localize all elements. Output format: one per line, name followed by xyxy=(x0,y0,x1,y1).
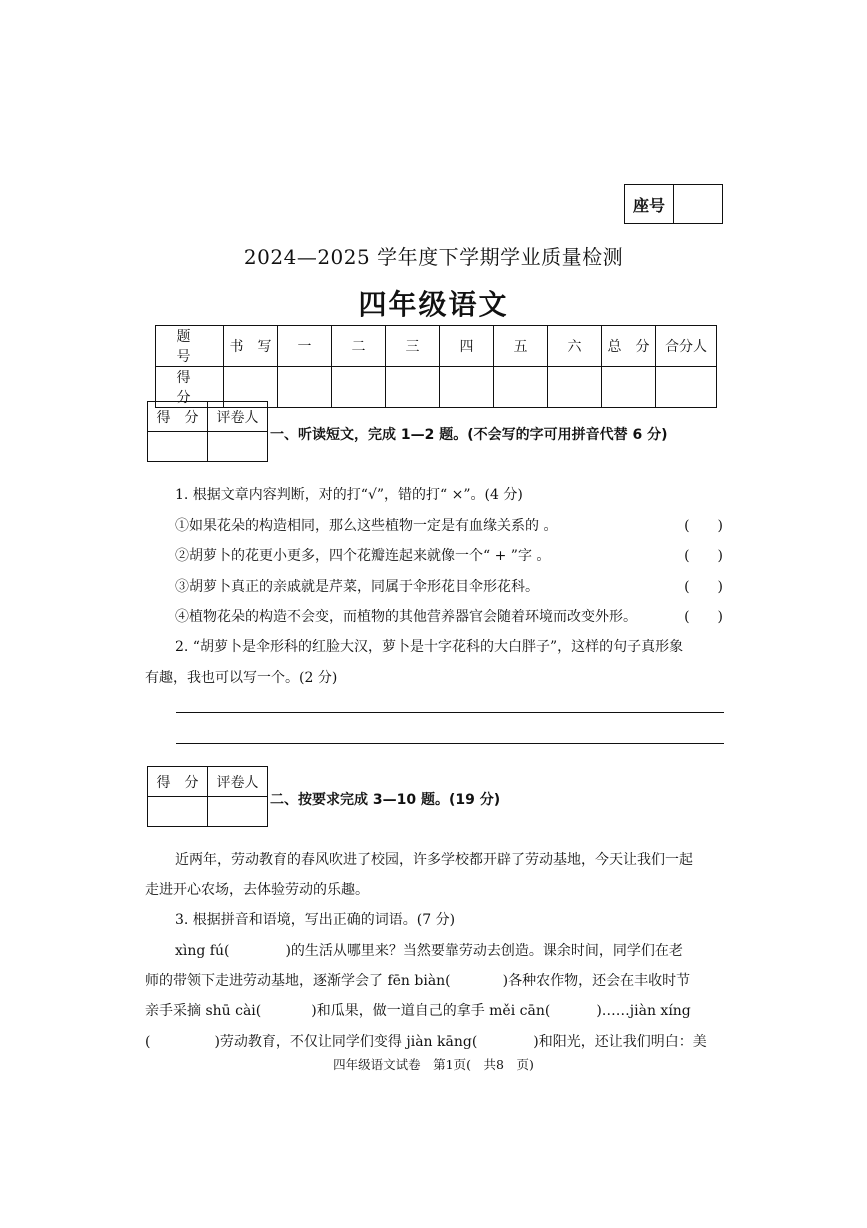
q1-stem: 1. 根据文章内容判断，对的打“√”，错的打“ ×”。(4 分) xyxy=(175,487,523,503)
score-header-cell: 三 xyxy=(386,326,440,367)
q1-answer-paren[interactable]: ( ) xyxy=(684,579,723,595)
section1-grader-box xyxy=(147,401,268,462)
grader-score-field[interactable] xyxy=(148,432,208,462)
score-header-cell: 二 xyxy=(332,326,386,367)
score-header-cell: 合分人 xyxy=(656,326,717,367)
grader-score-label: 得 分 xyxy=(148,402,208,432)
score-cell[interactable] xyxy=(602,367,656,408)
seat-number-field[interactable] xyxy=(674,185,723,224)
q3-text: )各种农作物，还会在丰收时节 xyxy=(502,973,691,989)
exam-subject: 四年级语文 xyxy=(358,288,509,321)
grader-name-field[interactable] xyxy=(208,797,268,827)
grader-score-field[interactable] xyxy=(148,797,208,827)
score-header-cell: 五 xyxy=(494,326,548,367)
section2-intro-line1: 近两年，劳动教育的春风吹进了校园，许多学校都开辟了劳动基地，今天让我们一起 xyxy=(175,852,693,868)
score-header-cell: 书 写 xyxy=(224,326,278,367)
score-cell[interactable] xyxy=(548,367,602,408)
q1-item: ①如果花朵的构造相同，那么这些植物一定是有血缘关系的 。 xyxy=(175,518,558,534)
q3-text: )的生活从哪里来？当然要靠劳动去创造。课余时间，同学们在老 xyxy=(285,943,683,959)
q1-answer-paren[interactable]: ( ) xyxy=(684,609,723,625)
score-header-cell: 四 xyxy=(440,326,494,367)
score-cell[interactable] xyxy=(440,367,494,408)
q1-answer-paren[interactable]: ( ) xyxy=(684,548,723,564)
section2-grader-box xyxy=(147,766,268,827)
score-cell[interactable] xyxy=(386,367,440,408)
q3-line2 xyxy=(145,970,690,990)
score-cell[interactable] xyxy=(278,367,332,408)
grader-score-label: 得 分 xyxy=(148,767,208,797)
q3-text: )劳动教育，不仅让同学们变得 jiàn kāng( xyxy=(214,1034,478,1050)
q3-text: )……jiàn xíng xyxy=(596,1003,691,1019)
q2-answer-line[interactable] xyxy=(176,743,724,744)
q3-text: ( xyxy=(145,1034,151,1050)
seat-number-box xyxy=(624,184,723,224)
q3-line3 xyxy=(145,1000,691,1020)
q3-text: 师的带领下走进劳动基地，逐渐学会了 fēn biàn( xyxy=(145,973,451,989)
q2-stem-line1: 2. “胡萝卜是伞形科的红脸大汉，萝卜是十字花科的大白胖子”，这样的句子真形象 xyxy=(175,639,684,655)
q3-text: xìng fú( xyxy=(175,943,230,959)
grader-name-label: 评卷人 xyxy=(208,402,268,432)
q3-text: )和阳光，还让我们明白：美 xyxy=(533,1034,707,1050)
score-table-header-row xyxy=(156,326,717,367)
q3-line4 xyxy=(145,1031,707,1051)
grader-name-label: 评卷人 xyxy=(208,767,268,797)
score-header-cell: 题 号 xyxy=(156,326,224,367)
q2-stem-line2: 有趣，我也可以写一个。(2 分) xyxy=(145,670,338,686)
page-footer: 四年级语文试卷 第1页( 共8 页) xyxy=(333,1057,534,1072)
q3-stem: 3. 根据拼音和语境，写出正确的词语。(7 分) xyxy=(175,912,456,928)
section2-intro-line2: 走进开心农场，去体验劳动的乐趣。 xyxy=(145,882,369,898)
score-cell[interactable] xyxy=(494,367,548,408)
score-header-cell: 六 xyxy=(548,326,602,367)
exam-title: 2024—2025 学年度下学期学业质量检测 xyxy=(243,245,624,269)
q1-answer-paren[interactable]: ( ) xyxy=(684,518,723,534)
score-table xyxy=(155,325,717,408)
score-cell[interactable] xyxy=(332,367,386,408)
score-row-label: 得 分 xyxy=(156,367,224,408)
q1-item: ③胡萝卜真正的亲戚就是芹菜，同属于伞形花目伞形花科。 xyxy=(175,579,539,595)
q3-text: 亲手采摘 shū cài( xyxy=(145,1003,262,1019)
seat-number-label: 座号 xyxy=(625,185,674,224)
grader-name-field[interactable] xyxy=(208,432,268,462)
section2-heading: 二、按要求完成 3—10 题。(19 分) xyxy=(270,792,501,808)
score-cell[interactable] xyxy=(656,367,717,408)
section1-heading: 一、听读短文，完成 1—2 题。(不会写的字可用拼音代替 6 分) xyxy=(270,427,668,443)
score-header-cell: 总 分 xyxy=(602,326,656,367)
q3-text: )和瓜果，做一道自己的拿手 měi cān( xyxy=(311,1003,551,1019)
q3-line1 xyxy=(175,940,683,960)
q1-item: ④植物花朵的构造不会变，而植物的其他营养器官会随着环境而改变外形。 xyxy=(175,609,637,625)
q1-item: ②胡萝卜的花更小更多，四个花瓣连起来就像一个“ + ”字 。 xyxy=(175,548,551,564)
score-header-cell: 一 xyxy=(278,326,332,367)
q2-answer-line[interactable] xyxy=(176,712,724,713)
